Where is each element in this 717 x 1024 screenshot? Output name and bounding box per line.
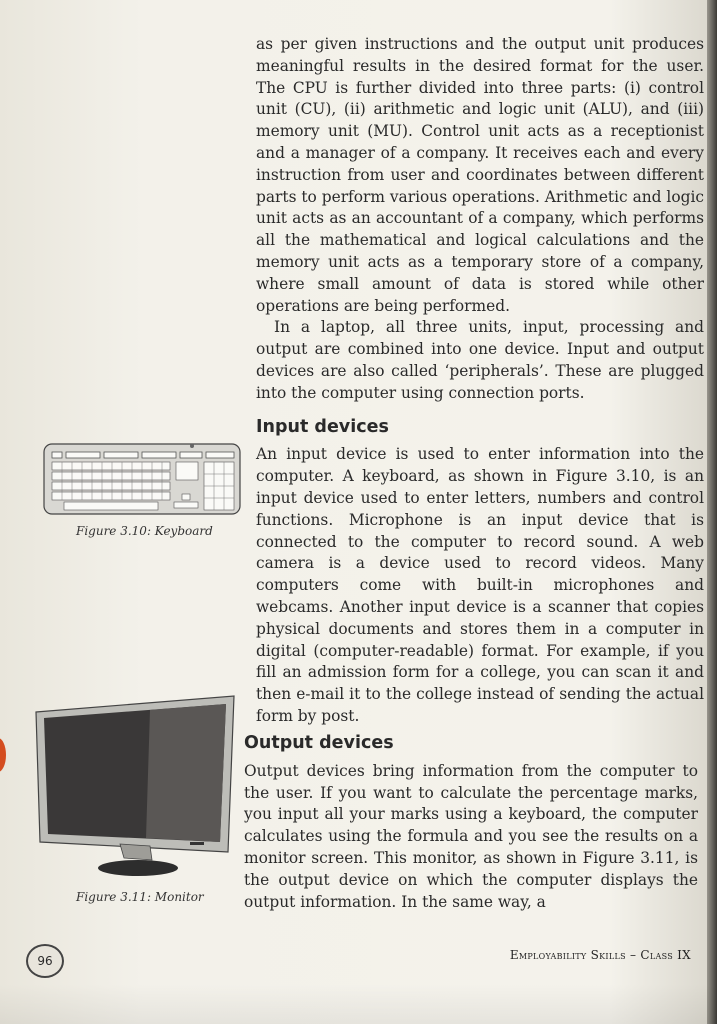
output-devices-paragraph: Output devices bring information from the computer to the user. If you want to calculate the percentage marks, you input all your marks using a keyboard, the computer calculates using the formula and you see the results on a monitor screen. This monitor, as shown in Figure 3.11, is the output device on which the computer displays the output information. In the same way, a xyxy=(244,761,698,911)
keyboard-figure-caption: Figure 3.10: Keyboard xyxy=(76,524,213,538)
monitor-illustration xyxy=(30,692,240,880)
output-section xyxy=(244,733,698,913)
bottom-shade xyxy=(0,984,717,1024)
main-column xyxy=(256,34,704,728)
running-footer: Employability Skills – Class IX xyxy=(509,948,691,962)
intro-paragraph: as per given instructions and the output unit produces meaningful results in the desired format for the user. The CPU is further divided into three parts: (i) control unit (CU), (ii) arithmetic and logic unit (ALU), and (iii) memory unit (MU). Control unit acts as a receptionist and a manager of a company. It receives each and every instruction from user and coordinates between different parts to perform various operations. Arithmetic and logic unit acts as an accountant of a company, which performs all the mathematical and logical calculations and the memory unit acts as a temporary store of a company, where small amount of data is stored while other operations are being performed. xyxy=(256,35,704,315)
input-devices-paragraph: An input device is used to enter information into the computer. A keyboard, as shown in Figure 3.10, is an input device used to enter letters, numbers and control functions. Microphone is an input device that is connected to the computer to record sound. A web camera is a device used to record videos. Many computers come with built-in microphones and webcams. Another input device is a scanner that copies physical documents and stores them in a computer in digital (computer-readable) format. For example, if you fill an admission form for a college, you can scan it and then e-mail it to the college instead of sending the actual form by post. xyxy=(256,445,704,725)
keyboard-illustration xyxy=(42,438,242,518)
output-devices-heading: Output devices xyxy=(244,733,394,753)
page-number-badge xyxy=(26,944,64,978)
page-number: 96 xyxy=(37,954,53,968)
page-edge-shadow xyxy=(707,0,717,1024)
input-devices-heading: Input devices xyxy=(256,416,389,437)
laptop-paragraph: In a laptop, all three units, input, processing and output are combined into one device. Input and output devices are also called ‘peripherals’. These are plugged into the computer using connection ports. xyxy=(256,318,704,402)
monitor-figure-caption: Figure 3.11: Monitor xyxy=(76,890,204,904)
